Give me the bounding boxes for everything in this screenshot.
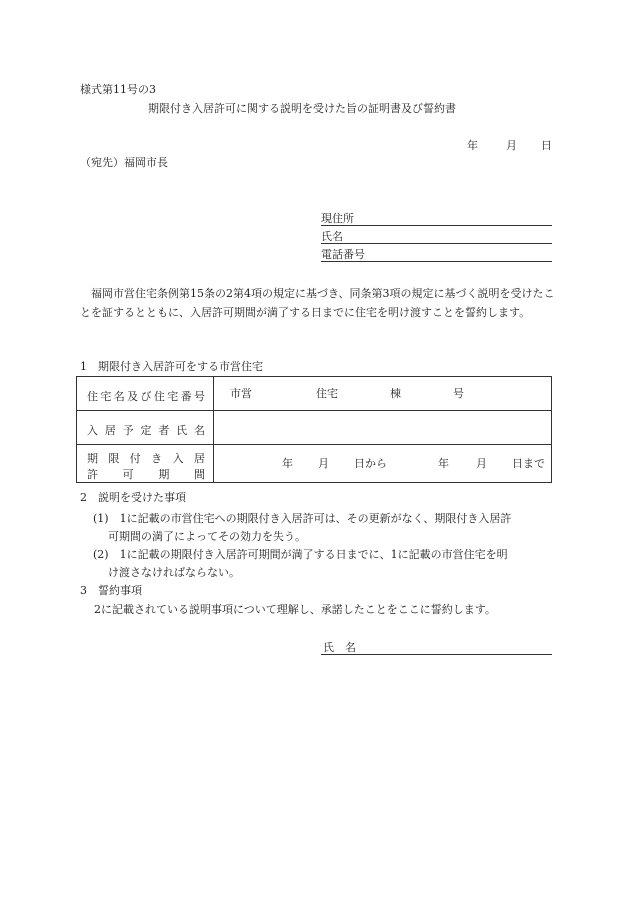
section3-heading: 3 誓約事項 — [80, 584, 142, 597]
unit-number-label: 号 — [453, 387, 464, 400]
signature-name-label: 氏 名 — [323, 641, 356, 654]
housing-info-table — [76, 376, 552, 483]
resident-name-label: 入 居 予 定 者 氏 名 — [87, 424, 205, 437]
item2-line1: (2) 1に記載の期限付き入居許可期間が満了する日までに、1に記載の市営住宅を明 — [93, 548, 508, 561]
date-year-label: 年 — [467, 139, 478, 152]
address-label: 現住所 — [321, 212, 354, 225]
end-year-label: 年 — [438, 457, 449, 470]
building-label: 棟 — [390, 387, 401, 400]
resident-name-value-cell[interactable] — [214, 411, 552, 445]
city-label: 市営 — [230, 387, 252, 400]
table-row-period — [77, 445, 552, 483]
intro-paragraph: 福岡市営住宅条例第15条の2第4項の規定に基づき、同条第3項の規定に基づく説明を受けたことを証するとともに、入居許可期間が満了する日までに住宅を明け渡すことを誓約します。 — [80, 287, 555, 319]
item2-line2: け渡さなければならない。 — [108, 566, 240, 579]
period-value-cell[interactable] — [214, 445, 552, 483]
period-label-cell — [77, 445, 214, 483]
addressee: （宛先）福岡市長 — [80, 156, 168, 169]
start-year-label: 年 — [282, 457, 293, 470]
housing-name-label: 住 宅 名 及 び 住 宅 番 号 — [87, 390, 205, 403]
phone-field-line[interactable] — [321, 261, 552, 262]
jutaku-label: 住宅 — [316, 387, 338, 400]
pledge-text: 2に記載されている説明事項について理解し、承諾したことをここに誓約します。 — [94, 603, 496, 616]
table-row-housing — [77, 377, 552, 411]
signature-field-line[interactable] — [321, 654, 552, 655]
date-month-label: 月 — [506, 139, 517, 152]
item1-line1: (1) 1に記載の市営住宅への期限付き入居許可は、その更新がなく、期限付き入居許 — [93, 512, 512, 525]
document-title: 期限付き入居許可に関する説明を受けた旨の証明書及び誓約書 — [148, 102, 456, 115]
start-day-label: 日から — [354, 457, 387, 470]
date-day-label: 日 — [541, 139, 552, 152]
item1-line2: 可期間の満了によってその効力を失う。 — [108, 530, 306, 543]
section1-heading: 1 期限付き入居許可をする市営住宅 — [80, 360, 263, 373]
end-month-label: 月 — [476, 457, 487, 470]
form-number: 様式第11号の3 — [80, 83, 156, 96]
start-month-label: 月 — [318, 457, 329, 470]
resident-name-label-cell — [77, 411, 214, 445]
end-day-label: 日まで — [512, 457, 545, 470]
phone-label: 電話番号 — [321, 248, 365, 261]
housing-name-label-cell — [77, 377, 214, 411]
table-row-resident — [77, 411, 552, 445]
housing-name-value-cell[interactable] — [214, 377, 552, 411]
name-field-line[interactable] — [321, 243, 552, 244]
address-field-line[interactable] — [321, 225, 552, 226]
period-label-line1: 期 限 付 き 入 居 — [87, 452, 205, 465]
section2-heading: 2 説明を受けた事項 — [80, 491, 186, 504]
period-label-line2: 許 可 期 間 — [87, 468, 205, 481]
name-label: 氏名 — [321, 230, 343, 243]
